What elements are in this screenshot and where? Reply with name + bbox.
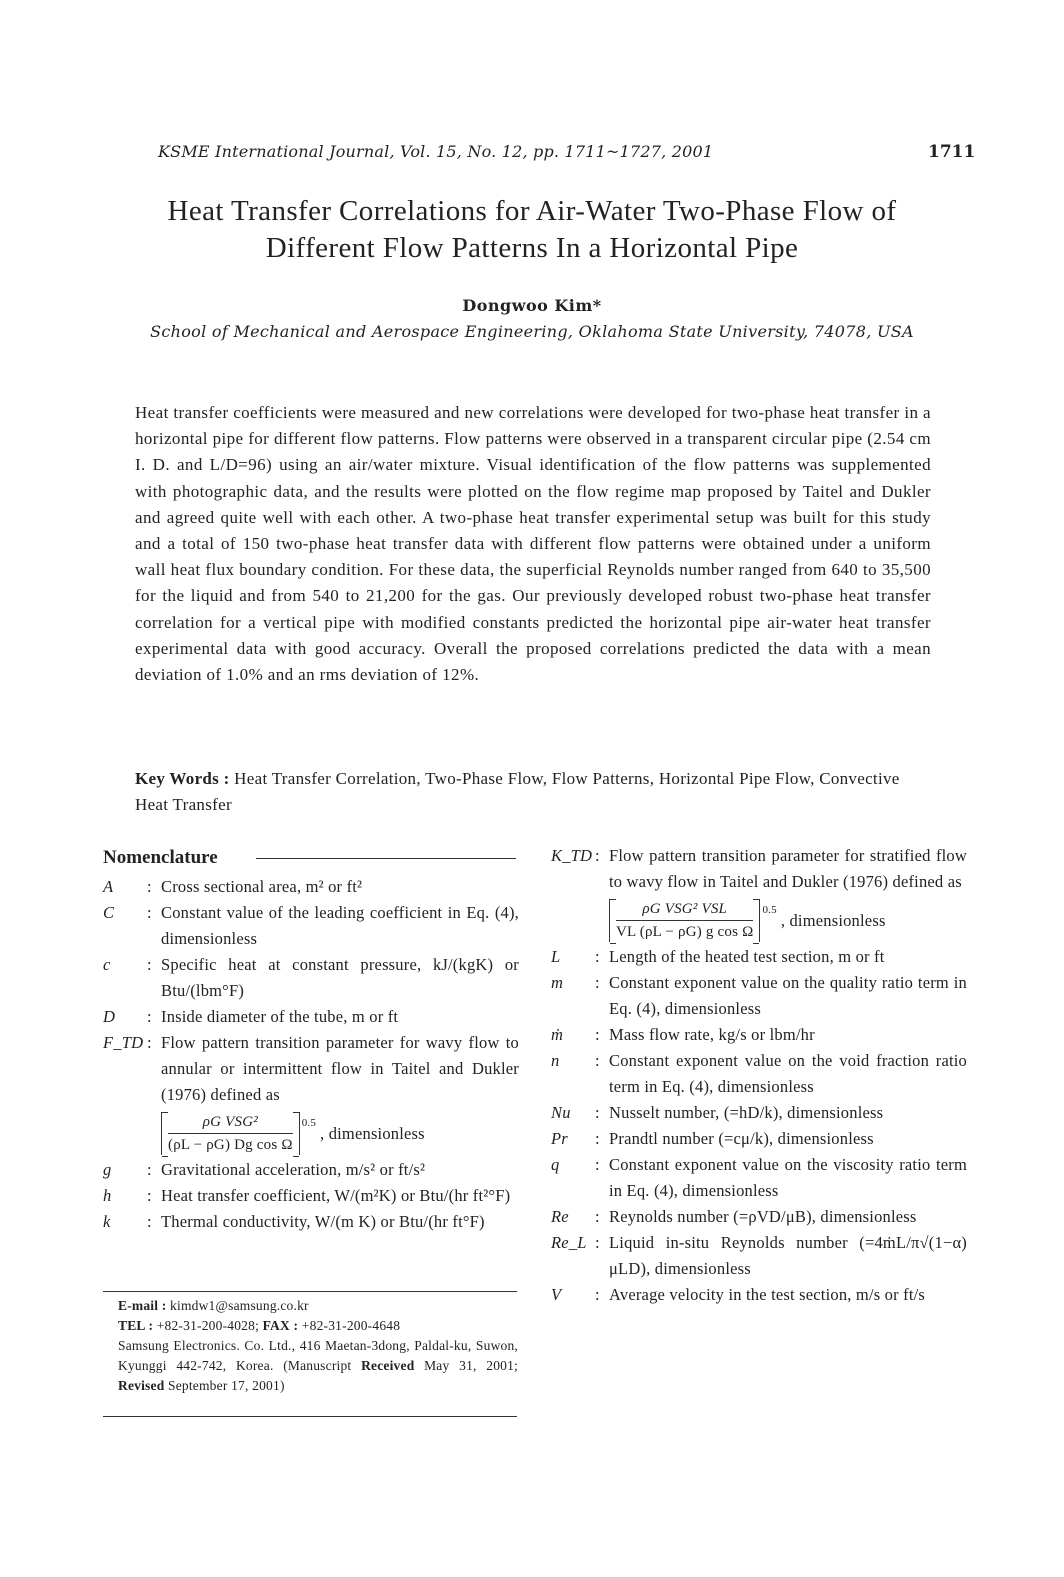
- nomen-colon: :: [595, 1129, 600, 1148]
- nomen-entry: [551, 1126, 967, 1152]
- ktd-fraction-bar: [616, 920, 753, 921]
- nomen-colon: :: [595, 973, 600, 992]
- abstract-text: Heat transfer coefficients were measured and new correlations were developed for two-phase heat transfer in a horizontal pipe for different flow patterns. Flow patterns were observed in a transparent circular pipe (2.54 cm I. D. and L/D=96) using an air/water mixture. Visual identification of the flow patterns was supplemented with photographic data, and the results were plotted on the flow regime map proposed by Taitel and Dukler and agreed quite well with each other. A two-phase heat transfer experimental setup was built for this study and a total of 150 two-phase heat transfer data with different flow patterns were obtained under a uniform wall heat flux boundary condition. For these data, the superficial Reynolds number ranged from 640 to 35,500 for the liquid and from 540 to 21,200 for the gas. Our previously developed robust two-phase heat transfer correlation for a vertical pipe with modified constants predicted the horizontal pipe air-water heat transfer experimental data with good accuracy. Overall the proposed correlations predicted the data with a mean deviation of 1.0% and an rms deviation of 12%.: [135, 403, 931, 685]
- ftd-denominator: (ρL − ρG) Dg cos Ω: [168, 1137, 293, 1153]
- received-date: May 31, 2001;: [424, 1358, 519, 1373]
- nomen-colon: :: [147, 1186, 152, 1205]
- nomen-symbol: n: [551, 1051, 560, 1070]
- nomen-symbol: q: [551, 1155, 560, 1174]
- nomen-entry: [103, 1157, 519, 1183]
- nomen-colon: :: [147, 1212, 152, 1231]
- nomenclature-left-column: [103, 874, 519, 1235]
- nomen-definition: Specific heat at constant pressure, kJ/(kgK) or Btu/(lbm°F): [161, 955, 519, 1000]
- ktd-exponent: 0.5: [762, 904, 777, 916]
- nomen-entry: [551, 1230, 967, 1282]
- nomen-colon: :: [147, 955, 152, 974]
- nomen-symbol: h: [103, 1186, 112, 1205]
- nomen-entry: [551, 1152, 967, 1204]
- nomen-symbol: ṁ: [551, 1025, 564, 1044]
- nomen-symbol: F_TD: [103, 1033, 144, 1052]
- nomen-definition: Constant exponent value on the void fraction ratio term in Eq. (4), dimensionless: [609, 1051, 967, 1096]
- nomen-definition: Heat transfer coefficient, W/(m²K) or Btu/(hr ft²°F): [161, 1186, 511, 1205]
- footnote-rule: [103, 1291, 517, 1292]
- nomen-entry: [103, 1004, 519, 1030]
- ftd-definition-text: Flow pattern transition parameter for wavy flow to annular or intermittent flow in Taitel and Dukler (1976) defined as: [161, 1033, 519, 1104]
- keywords-label: Key Words :: [135, 769, 230, 788]
- title-line-1: Heat Transfer Correlations for Air-Water Two-Phase Flow of: [167, 195, 897, 227]
- address-text: Samsung Electronics. Co. Ltd., 416 Maetan-3dong, Paldal-ku, Suwon, Kyunggi 442-742, Korea. (Manuscript: [118, 1338, 518, 1373]
- nomen-colon: :: [595, 1233, 600, 1252]
- ktd-denominator: VL (ρL − ρG) g cos Ω: [616, 924, 754, 940]
- nomen-colon: :: [147, 877, 152, 896]
- nomen-definition: [609, 843, 967, 944]
- author-name: Dongwoo Kim*: [462, 296, 602, 315]
- footnote-address: [118, 1336, 518, 1396]
- nomen-colon: :: [595, 1025, 600, 1044]
- revised-label: Revised: [118, 1378, 165, 1393]
- email-label: E-mail :: [118, 1298, 167, 1313]
- author-affiliation: School of Mechanical and Aerospace Engineering, Oklahoma State University, 74078, USA: [150, 322, 914, 341]
- nomen-entry: [551, 1282, 967, 1308]
- nomen-entry: [551, 1100, 967, 1126]
- nomen-colon: :: [147, 903, 152, 922]
- nomen-entry: [103, 874, 519, 900]
- nomen-definition: Gravitational acceleration, m/s² or ft/s²: [161, 1160, 426, 1179]
- author-footnote: [118, 1296, 518, 1396]
- nomen-symbol: m: [551, 973, 564, 992]
- nomen-definition: Thermal conductivity, W/(m K) or Btu/(hr ft°F): [161, 1212, 485, 1231]
- email-address[interactable]: kimdw1@samsung.co.kr: [170, 1298, 309, 1313]
- nomen-colon: :: [595, 846, 600, 865]
- nomenclature-heading: Nomenclature: [103, 847, 218, 868]
- nomen-symbol: A: [103, 877, 114, 896]
- nomen-entry: [103, 1209, 519, 1235]
- ftd-exponent: 0.5: [301, 1117, 317, 1129]
- nomen-symbol: K_TD: [551, 846, 593, 865]
- nomen-entry: [551, 1022, 967, 1048]
- nomen-entry: [103, 900, 519, 952]
- nomen-symbol: Pr: [551, 1129, 568, 1148]
- nomen-definition: Constant exponent value on the quality ratio term in Eq. (4), dimensionless: [609, 973, 967, 1018]
- footnote-phone: [118, 1316, 518, 1336]
- footnote-email: [118, 1296, 518, 1316]
- ftd-numerator: ρG VSG²: [202, 1114, 258, 1130]
- nomen-symbol: C: [103, 903, 115, 922]
- nomen-definition: Nusselt number, (=hD/k), dimensionless: [609, 1103, 884, 1122]
- nomen-entry: [103, 1030, 519, 1157]
- nomen-definition: Average velocity in the test section, m/s or ft/s: [609, 1285, 926, 1304]
- nomen-colon: :: [147, 1033, 152, 1052]
- revised-date: September 17, 2001): [167, 1378, 285, 1393]
- nomen-entry: [551, 1048, 967, 1100]
- ktd-unit: , dimensionless: [780, 910, 886, 930]
- ftd-fraction-bar: [168, 1133, 293, 1134]
- ftd-formula: [161, 1112, 425, 1155]
- nomen-definition: Liquid in-situ Reynolds number (=4ṁL/π√(1−α) μLD), dimensionless: [609, 1233, 967, 1278]
- nomen-entry: [551, 1204, 967, 1230]
- nomen-entry: [551, 843, 967, 944]
- nomen-entry: [551, 970, 967, 1022]
- keywords-text: Heat Transfer Correlation, Two-Phase Flow, Flow Patterns, Horizontal Pipe Flow, Convective Heat Transfer: [135, 769, 900, 814]
- nomen-definition: [161, 1030, 519, 1157]
- nomen-definition: Inside diameter of the tube, m or ft: [161, 1007, 399, 1026]
- nomen-colon: :: [595, 1051, 600, 1070]
- received-label: Received: [361, 1358, 415, 1373]
- ktd-formula: [609, 899, 886, 942]
- nomen-symbol: k: [103, 1212, 111, 1231]
- nomen-symbol: c: [103, 955, 111, 974]
- nomenclature-right-column: [551, 843, 967, 1308]
- page-number: 1711: [928, 142, 976, 162]
- fax-label: FAX :: [262, 1318, 299, 1333]
- nomen-definition: Prandtl number (=cμ/k), dimensionless: [609, 1129, 874, 1148]
- nomen-definition: Mass flow rate, kg/s or lbm/hr: [609, 1025, 815, 1044]
- nomen-colon: :: [147, 1160, 152, 1179]
- nomen-symbol: Nu: [551, 1103, 571, 1122]
- ftd-fraction: [161, 1112, 300, 1155]
- title-line-2: Different Flow Patterns In a Horizontal Pipe: [265, 232, 799, 264]
- nomen-colon: :: [595, 1285, 600, 1304]
- nomen-symbol: Re: [551, 1207, 569, 1226]
- nomen-entry: [103, 1183, 519, 1209]
- nomen-definition: Length of the heated test section, m or ft: [609, 947, 885, 966]
- nomen-colon: :: [147, 1007, 152, 1026]
- nomen-definition: Cross sectional area, m² or ft²: [161, 877, 363, 896]
- ftd-unit: , dimensionless: [320, 1123, 425, 1143]
- fax-number: +82-31-200-4648: [301, 1318, 401, 1333]
- nomen-definition: Reynolds number (=ρVD/μB), dimensionless: [609, 1207, 917, 1226]
- nomen-colon: :: [595, 1207, 600, 1226]
- ktd-definition-text: Flow pattern transition parameter for stratified flow to wavy flow in Taitel and Dukler (1976) defined as: [609, 846, 967, 891]
- ktd-numerator: ρG VSG² VSL: [642, 901, 728, 917]
- paper-title: [80, 193, 984, 267]
- ktd-fraction: [609, 899, 760, 942]
- nomen-entry: [551, 944, 967, 970]
- nomen-symbol: D: [103, 1007, 116, 1026]
- nomen-colon: :: [595, 947, 600, 966]
- nomen-symbol: V: [551, 1285, 562, 1304]
- tel-number: +82-31-200-4028;: [156, 1318, 260, 1333]
- nomen-definition: Constant value of the leading coefficient in Eq. (4), dimensionless: [161, 903, 519, 948]
- nomenclature-rule: [256, 858, 516, 859]
- nomen-entry: [103, 952, 519, 1004]
- nomen-colon: :: [595, 1155, 600, 1174]
- keywords: [135, 766, 931, 818]
- nomen-definition: Constant exponent value on the viscosity ratio term in Eq. (4), dimensionless: [609, 1155, 967, 1200]
- nomen-symbol: Re_L: [551, 1233, 587, 1252]
- tel-label: TEL :: [118, 1318, 154, 1333]
- footnote-bottom-rule: [103, 1416, 517, 1417]
- journal-citation: KSME International Journal, Vol. 15, No. 12, pp. 1711~1727, 2001: [158, 142, 714, 161]
- nomen-symbol: g: [103, 1160, 112, 1179]
- nomen-symbol: L: [551, 947, 561, 966]
- nomen-colon: :: [595, 1103, 600, 1122]
